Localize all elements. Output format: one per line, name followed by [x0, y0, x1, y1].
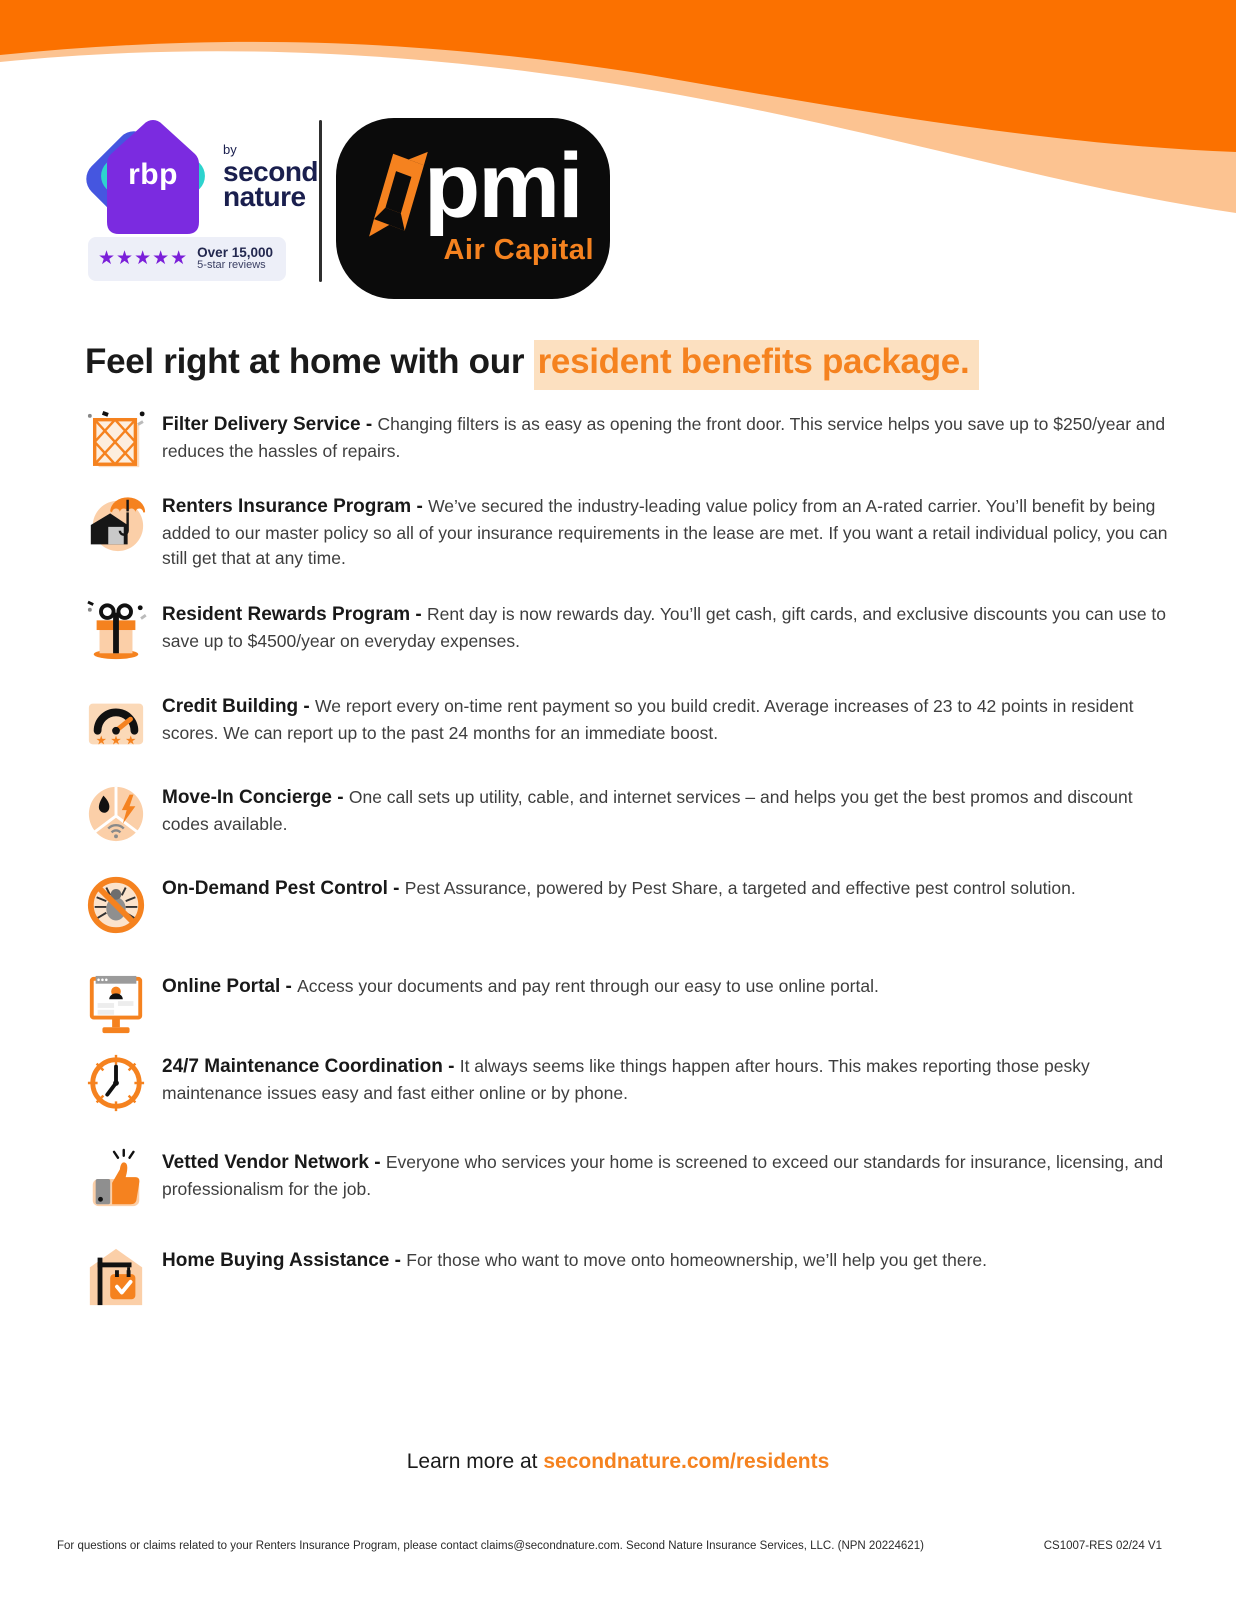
benefit-description: We report every on-time rent payment so you build credit. Average increases of 23 to 42 points in resident scores. We can report up to the past 24 months for an immediate boost. [162, 696, 1134, 743]
page-title [85, 342, 1165, 382]
pmi-mark-icon [366, 148, 428, 248]
benefit-row [84, 1148, 1169, 1210]
rbp-logo [85, 118, 319, 272]
rbp-wordmark: rbp [128, 158, 178, 191]
home-buying-icon [84, 1246, 148, 1308]
svg-text:★ ★ ★: ★ ★ ★ [95, 733, 137, 748]
learn-more-prefix: Learn more at [406, 1450, 544, 1473]
benefit-description: Everyone who services your home is screened to exceed our standards for insurance, licensing, and professionalism for the job. [162, 1152, 1164, 1199]
benefit-description: For those who want to move onto homeownership, we’ll help you get there. [406, 1250, 987, 1270]
fine-print-left: For questions or claims related to your Renters Insurance Program, please contact claims@secondnature.com. Second Nature Insurance Services, LLC. (NPN 20224621) [57, 1540, 924, 1552]
benefit-row [84, 874, 1169, 936]
benefit-row [84, 972, 1169, 1038]
benefit-description: Pest Assurance, powered by Pest Share, a targeted and effective pest control solution. [404, 878, 1076, 898]
brand-line2: nature [223, 181, 306, 213]
benefit-row [84, 410, 1169, 472]
benefit-title: Resident Rewards Program - [162, 604, 428, 625]
title-highlight: resident benefits package. [534, 340, 980, 390]
move-in-concierge-icon [84, 783, 148, 845]
title-prefix: Feel right at home with our [85, 342, 534, 381]
online-portal-icon [84, 972, 148, 1038]
benefit-row [84, 783, 1169, 845]
benefit-title: On-Demand Pest Control - [162, 878, 405, 899]
maintenance-clock-icon [84, 1052, 148, 1114]
reviews-count: Over 15,000 [197, 245, 273, 261]
benefit-title: 24/7 Maintenance Coordination - [162, 1056, 460, 1077]
rewards-gift-icon [84, 600, 148, 662]
reviews-label: 5-star reviews [197, 259, 266, 272]
benefit-row [84, 600, 1169, 662]
benefit-description: Rent day is now rewards day. You’ll get cash, gift cards, and exclusive discounts you can use to save up to $4500/year on everyday expenses. [162, 604, 1167, 651]
pmi-subtitle: Air Capital [443, 234, 594, 266]
benefit-title: Filter Delivery Service - [162, 414, 378, 435]
benefit-title: Credit Building - [162, 696, 316, 717]
benefit-title: Home Buying Assistance - [162, 1250, 407, 1271]
learn-more-link[interactable]: secondnature.com/residents [543, 1450, 830, 1473]
benefit-title: Move-In Concierge - [162, 787, 349, 808]
brand-line1: second [223, 155, 319, 187]
reviews-badge [88, 237, 286, 281]
pest-control-icon [84, 874, 148, 936]
benefit-description: Changing filters is as easy as opening the front door. This service helps you save up to $250/year and reduces the hassles of repairs. [162, 414, 1166, 461]
learn-more-line [0, 1450, 1236, 1474]
vendor-thumbs-up-icon [84, 1148, 148, 1210]
benefit-title: Vetted Vendor Network - [162, 1152, 386, 1173]
benefit-description: One call sets up utility, cable, and internet services – and helps you get the best promos and discount codes available. [162, 787, 1133, 834]
by-second-nature [223, 142, 319, 213]
renters-insurance-icon [84, 492, 148, 571]
benefit-row [84, 692, 1169, 754]
rbp-mark-icon [93, 118, 213, 236]
pmi-wordmark: pmi [424, 135, 582, 237]
fine-print-right: CS1007-RES 02/24 V1 [1043, 1540, 1162, 1552]
benefit-description: It always seems like things happen after hours. This makes reporting those pesky maintenance issues easy and fast either online or by phone. [162, 1056, 1090, 1103]
benefit-row [84, 1246, 1169, 1308]
logo-row [85, 118, 610, 299]
benefit-row [84, 492, 1169, 571]
credit-gauge-icon [84, 692, 148, 754]
benefit-title: Renters Insurance Program - [162, 496, 429, 517]
benefit-title: Online Portal - [162, 976, 298, 997]
pmi-logo [336, 118, 610, 299]
benefit-description: We’ve secured the industry-leading value policy from an A-rated carrier. You’ll benefit by being added to our master policy so all of your insurance requirements in the lease are met. If you want a retail individual policy, you can still get that at any time. [162, 496, 1168, 568]
filter-icon [84, 410, 148, 472]
benefit-row [84, 1052, 1169, 1114]
benefit-description: Access your documents and pay rent through our easy to use online portal. [297, 976, 879, 996]
by-label: by [223, 142, 237, 157]
logo-divider [319, 120, 322, 282]
five-stars-icon: ★★★★★ [98, 247, 189, 269]
